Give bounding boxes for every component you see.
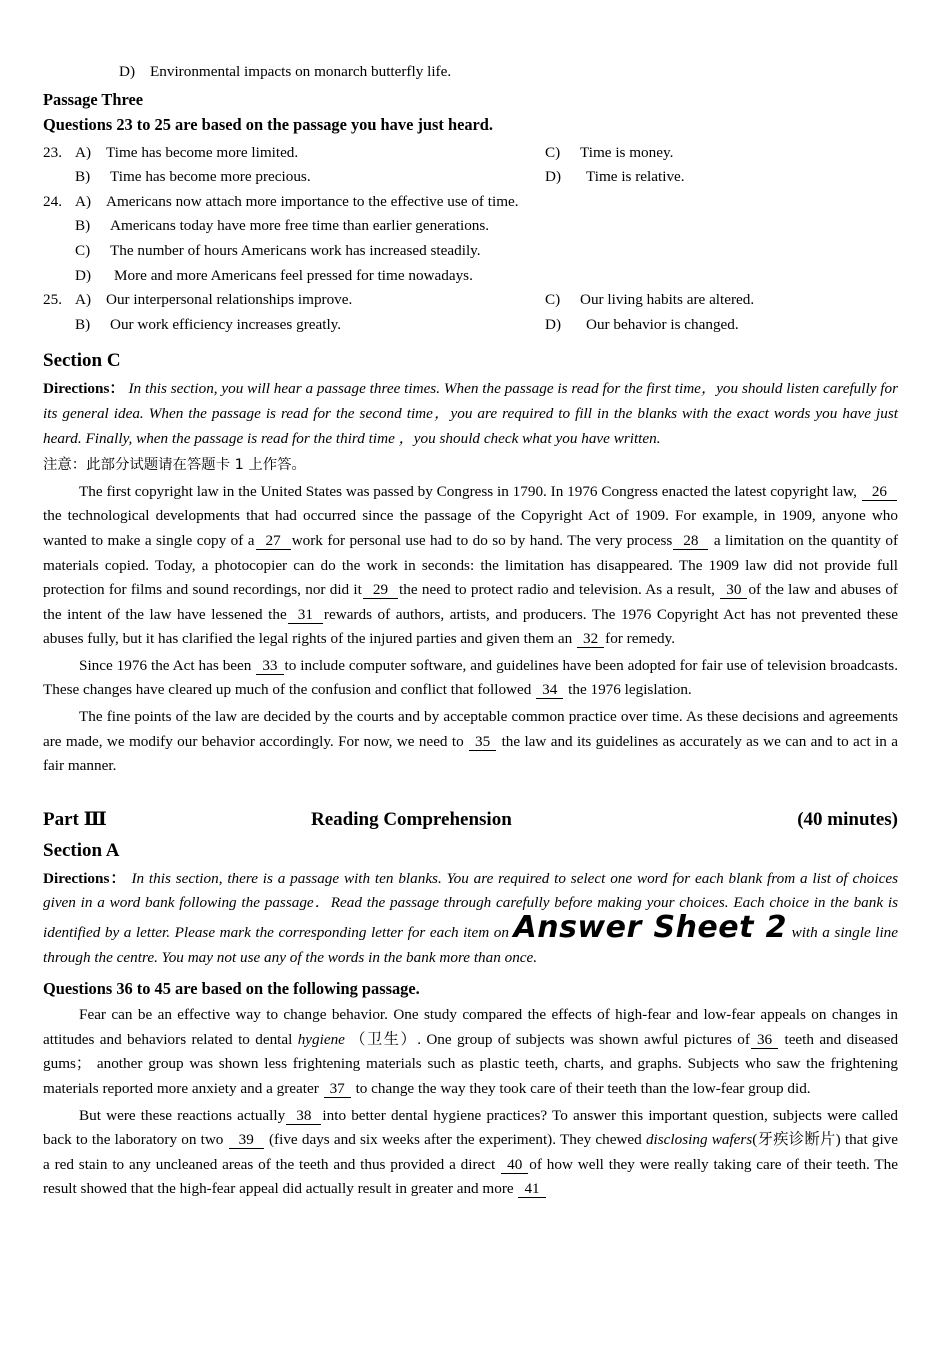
option-row-carryover xyxy=(43,60,898,85)
directions-body: In this section, you will hear a passage three times. When the passage is read for the first time，you should listen carefully for its general idea. When the passage is read for the second time，you are required to fill in the blanks with the exact words you have just heard. Finally, when the passage is read for the third time ，you should check what you have written. xyxy=(43,380,899,447)
chinese-note-answer-sheet: 注意：此部分试题请在答题卡 1 上作答。 xyxy=(43,457,306,474)
option-25-a[interactable] xyxy=(75,288,545,313)
option-25-b[interactable] xyxy=(75,313,545,338)
passage-text: Fear can be an effective way to change behavior. One study compared the effects of high-fear and low-fear appeals on changes in attitudes and behaviors related to dental xyxy=(43,1006,898,1048)
passage-three-title: Passage Three xyxy=(43,89,144,109)
option-letter: B) xyxy=(75,168,91,186)
passage-text: the technological developments that had occurred since the passage of the Copyright Act of 1909. For example, in 1909, anyone who wanted to make a single copy of a xyxy=(43,507,898,549)
question-number-25: 25. xyxy=(43,291,62,309)
blank-31[interactable]: 31 xyxy=(288,606,323,624)
blank-38[interactable]: 38 xyxy=(286,1107,321,1125)
hygiene-italic-word: hygiene xyxy=(297,1030,345,1048)
blank-26[interactable]: 26 xyxy=(862,483,897,501)
passage-text: teeth and diseased gums； another group was shown less frightening materials such as plastic teeth, charts, and graphs. Subjects who saw the frightening materials reported more anxiety and a greater xyxy=(43,1030,899,1097)
question-row-24d xyxy=(43,264,898,289)
page-content xyxy=(43,60,898,1202)
option-24-b[interactable] xyxy=(75,214,489,239)
question-number-23: 23. xyxy=(43,143,62,161)
copyright-passage-paragraph-2 xyxy=(43,654,898,703)
blank-28[interactable]: 28 xyxy=(673,532,708,550)
hygiene-chinese-gloss: （卫生） xyxy=(350,1030,418,1048)
option-letter: A) xyxy=(75,143,92,161)
blank-36[interactable]: 36 xyxy=(751,1031,778,1049)
option-text: Americans now attach more importance to the effective use of time. xyxy=(106,192,519,210)
option-text: Time has become more limited. xyxy=(106,143,299,161)
option-letter: A) xyxy=(75,192,92,210)
question-row-25a xyxy=(43,288,898,313)
section-c-directions xyxy=(43,377,898,451)
disclosing-wafers-italic: disclosing wafers xyxy=(645,1131,753,1149)
passage-text: The fine points of the law are decided by the courts and by acceptable common practice over time. As these decisions and agreements are made, we modify our behavior accordingly. For now, we need to xyxy=(43,708,898,750)
passage-text: into better dental hygiene practices? To answer this important question, subjects were called back to the laboratory on two xyxy=(43,1106,898,1149)
option-23-d[interactable] xyxy=(545,165,898,190)
passage-text: But were these reactions actually xyxy=(79,1106,286,1124)
passage-text: work for personal use had to do so by hand. The very process xyxy=(291,531,673,549)
option-letter: C) xyxy=(75,241,91,259)
blank-35[interactable]: 35 xyxy=(469,733,496,751)
copyright-passage-paragraph-1 xyxy=(43,480,898,652)
directions-body-part2: with a single line through the centre. You may not use any of the words in the bank more than once. xyxy=(43,924,898,966)
copyright-passage-paragraph-3 xyxy=(43,705,898,779)
blank-34[interactable]: 34 xyxy=(536,681,563,699)
wafers-chinese-gloss: (牙疾诊断片) xyxy=(752,1131,841,1149)
passage-text: of the law and abuses of the intent of the law have lessened the xyxy=(43,581,898,623)
passage-text: . One group of subjects was shown awful pictures of xyxy=(417,1030,750,1048)
option-text: Our work efficiency increases greatly. xyxy=(110,315,342,333)
part-three-time: (40 minutes) xyxy=(797,808,898,830)
option-text: Our living habits are altered. xyxy=(580,291,755,309)
question-row-25b xyxy=(43,313,898,338)
passage-text: The first copyright law in the United States was passed by Congress in 1790. In 1976 Congress enacted the latest copyright law, xyxy=(79,482,857,500)
option-text: Time is money. xyxy=(580,143,674,161)
question-row-23b xyxy=(43,165,898,190)
option-text: Environmental impacts on monarch butterfly life. xyxy=(150,63,452,80)
passage-text: of how well they were really taking care of their teeth. The result showed that the high-fear appeal did actually result in greater and more xyxy=(43,1155,899,1198)
option-23-c[interactable] xyxy=(545,141,898,166)
option-25-c[interactable] xyxy=(545,288,898,313)
option-23-b[interactable] xyxy=(75,165,545,190)
passage-text: (five days and six weeks after the experiment). They chewed xyxy=(269,1131,642,1149)
blank-37[interactable]: 37 xyxy=(324,1080,351,1098)
passage-text: for remedy. xyxy=(605,630,676,648)
part-three-header xyxy=(43,805,898,835)
question-row-24b xyxy=(43,214,898,239)
blank-39[interactable]: 39 xyxy=(229,1131,264,1149)
directions-colon: ： xyxy=(109,869,127,887)
option-letter: B) xyxy=(75,217,91,235)
fear-passage-paragraph-2 xyxy=(43,1104,898,1202)
blank-33[interactable]: 33 xyxy=(256,657,283,675)
option-text: Americans today have more free time than earlier generations. xyxy=(110,217,490,235)
question-row-24c xyxy=(43,239,898,264)
option-text: Our interpersonal relationships improve. xyxy=(106,291,353,309)
question-row-24a xyxy=(43,190,898,215)
option-24-c[interactable] xyxy=(75,239,481,264)
option-text: More and more Americans feel pressed for time nowadays. xyxy=(114,266,473,284)
option-letter: C) xyxy=(545,291,561,309)
option-24-d[interactable] xyxy=(75,264,473,289)
option-23-a[interactable] xyxy=(75,141,545,166)
option-25-d[interactable] xyxy=(545,313,898,338)
option-text: Time has become more precious. xyxy=(110,168,311,186)
option-letter: A) xyxy=(75,291,92,309)
passage-text: rewards of authors, artists, and producers. The 1976 Copyright Act has not prevented these abuses fully, but it has clarified the legal rights of the injured parties and given them an xyxy=(43,605,898,648)
option-letter: D) xyxy=(75,266,92,284)
directions-body-part1: In this section, there is a passage with ten blanks. You are required to select one word for each blank from a list of choices given in a word bank following the passage．Read the passage through carefully before making your choices. Each choice in the bank is identified by a letter. Please mark the corresponding letter for each item on xyxy=(43,869,899,942)
option-text: Time is relative. xyxy=(586,168,685,186)
directions-label: Directions xyxy=(43,380,110,398)
passage-text: to change the way they took care of their teeth than the low-fear group did. xyxy=(355,1080,811,1097)
directions-label: Directions xyxy=(43,869,110,887)
fear-passage-paragraph-1 xyxy=(43,1003,898,1101)
section-a-directions xyxy=(43,867,898,970)
passage-text: the need to protect radio and television. As a result, xyxy=(399,581,715,599)
blank-32[interactable]: 32 xyxy=(577,630,604,648)
blank-27[interactable]: 27 xyxy=(256,532,291,550)
option-text: Our behavior is changed. xyxy=(586,315,739,333)
option-letter: C) xyxy=(545,143,561,161)
directions-colon: ： xyxy=(109,380,125,398)
passage-text: the 1976 legislation. xyxy=(568,681,692,699)
section-a-heading: Section A xyxy=(43,839,120,861)
passage-text: to include computer software, and guidelines have been adopted for fair use of television broadcasts. These changes have cleared up much of the confusion and conflict that followed xyxy=(43,656,899,699)
answer-sheet-emphasis: Answer Sheet 2 xyxy=(513,910,788,946)
passage-text: Since 1976 the Act has been xyxy=(79,656,252,674)
question-row-23a xyxy=(43,141,898,166)
option-letter: D) xyxy=(545,168,562,186)
section-a-questions-instruction: Questions 36 to 45 are based on the following passage. xyxy=(43,979,420,999)
option-letter: D) xyxy=(119,63,136,80)
blank-41[interactable]: 41 xyxy=(518,1180,545,1198)
passage-text: the law and its guidelines as accurately as we can and to act in a fair manner. xyxy=(43,732,898,775)
question-number-24: 24. xyxy=(43,192,62,210)
blank-40[interactable]: 40 xyxy=(501,1156,528,1174)
option-text: The number of hours Americans work has increased steadily. xyxy=(110,241,481,259)
passage-three-instruction: Questions 23 to 25 are based on the passage you have just heard. xyxy=(43,114,494,134)
passage-text: that give a red stain to any uncleaned areas of the teeth and thus provided a direct xyxy=(43,1131,899,1173)
part-three-label: Part Ⅲ xyxy=(43,808,107,830)
option-letter: B) xyxy=(75,315,91,333)
passage-text: a limitation on the quantity of materials copied. Today, a photocopier can do the work in seconds: the limitation has disappeared. The 1909 law did not provide full protection for films and sound recordings, nor did it xyxy=(43,531,899,599)
section-c-heading: Section C xyxy=(43,350,121,372)
option-letter: D) xyxy=(545,315,562,333)
blank-29[interactable]: 29 xyxy=(363,581,398,599)
part-three-title: Reading Comprehension xyxy=(311,808,512,830)
option-24-a[interactable] xyxy=(75,190,519,215)
blank-30[interactable]: 30 xyxy=(720,581,747,599)
